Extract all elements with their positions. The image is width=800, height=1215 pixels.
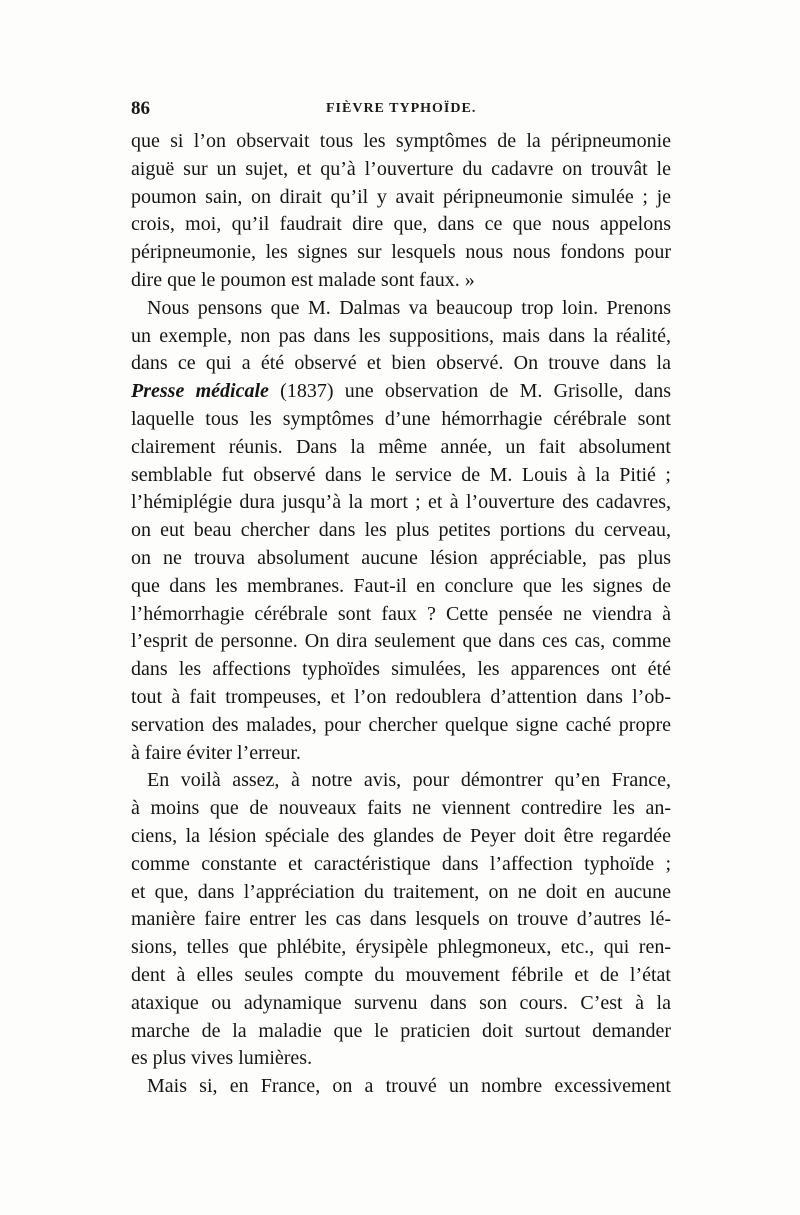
text-line: En voilà assez, à notre avis, pour démontrer qu’en France,	[147, 769, 671, 792]
text-line-with-italic	[131, 378, 671, 406]
text-line: laquelle tous les symptômes d’une hémorrhagie cérébrale sont	[131, 407, 671, 430]
text-line: péripneumonie, les signes sur lesquels nous nous fondons pour	[131, 241, 671, 264]
text-line: l’hémorrhagie cérébrale sont faux ? Cette pensée ne viendra à	[131, 602, 671, 625]
text-line: dent à elles seules compte du mouvement fébrile et de l’état	[131, 963, 671, 986]
text-line: Mais si, en France, on a trouvé un nombre excessivement	[147, 1075, 671, 1098]
text-line: Nous pensons que M. Dalmas va beaucoup trop loin. Prenons	[147, 296, 671, 319]
italic-title: Presse médicale	[131, 380, 269, 403]
text-line: l’hémiplégie dura jusqu’à la mort ; et à l’ouverture des cadavres,	[131, 491, 671, 514]
paragraph-4	[131, 1073, 671, 1101]
text-line: à moins que de nouveaux faits ne viennent contredire les an-	[131, 797, 671, 820]
text-line: un exemple, non pas dans les suppositions, mais dans la réalité,	[131, 324, 671, 347]
text-line: dire que le poumon est malade sont faux. »	[131, 268, 475, 291]
text-line: clairement réunis. Dans la même année, un fait absolument	[131, 435, 671, 458]
text-line: comme constante et caractéristique dans l’affection typhoïde ;	[131, 852, 671, 875]
page-number: 86	[131, 98, 150, 119]
text-line: poumon sain, on dirait qu’il y avait péripneumonie simulée ; je	[131, 185, 671, 208]
text-line: l’esprit de personne. On dira seulement que dans ces cas, comme	[131, 630, 671, 653]
text-line: es plus vives lumières.	[131, 1047, 313, 1070]
text-line: aiguë sur un sujet, et qu’à l’ouverture du cadavre on trouvât le	[131, 157, 671, 180]
text-line: manière faire entrer les cas dans lesquels on trouve d’autres lé-	[131, 908, 671, 931]
paragraph-3	[131, 767, 671, 1073]
text-line: dans les affections typhoïdes simulées, les apparences ont été	[131, 658, 671, 681]
paragraph-2	[131, 295, 671, 768]
paragraph-1	[131, 128, 671, 295]
text-line: à faire éviter l’erreur.	[131, 741, 301, 764]
text-line: que si l’on observait tous les symptômes de la péripneumonie	[131, 130, 671, 152]
text-line: ciens, la lésion spéciale des glandes de Peyer doit être regardée	[131, 824, 671, 847]
text-line: tout à fait trompeuses, et l’on redoublera d’attention dans l’ob-	[131, 685, 671, 708]
line-rest: (1837) une observation de M. Grisolle, dans	[280, 380, 671, 403]
text-line: on eut beau chercher dans les plus petites portions du cerveau,	[131, 519, 671, 542]
running-head	[131, 98, 671, 122]
text-line: que dans les membranes. Faut-il en conclure que les signes de	[131, 574, 671, 597]
text-line: dans ce qui a été observé et bien observé. On trouve dans la	[131, 352, 671, 375]
text-line: ataxique ou adynamique survenu dans son cours. C’est à la	[131, 991, 671, 1014]
text-line: marche de la maladie que le praticien doit surtout demander	[131, 1019, 671, 1042]
text-line: servation des malades, pour chercher quelque signe caché propre	[131, 713, 671, 736]
text-line: crois, moi, qu’il faudrait dire que, dans ce que nous appelons	[131, 213, 671, 236]
text-line: et que, dans l’appréciation du traitement, on ne doit en aucune	[131, 880, 671, 903]
text-line: on ne trouva absolument aucune lésion appréciable, pas plus	[131, 546, 671, 569]
text-line: sions, telles que phlébite, érysipèle phlegmoneux, etc., qui ren-	[131, 936, 671, 959]
body-text	[131, 128, 671, 1101]
text-line: semblable fut observé dans le service de M. Louis à la Pitié ;	[131, 463, 671, 486]
running-title: FIÈVRE TYPHOÏDE.	[326, 101, 477, 116]
